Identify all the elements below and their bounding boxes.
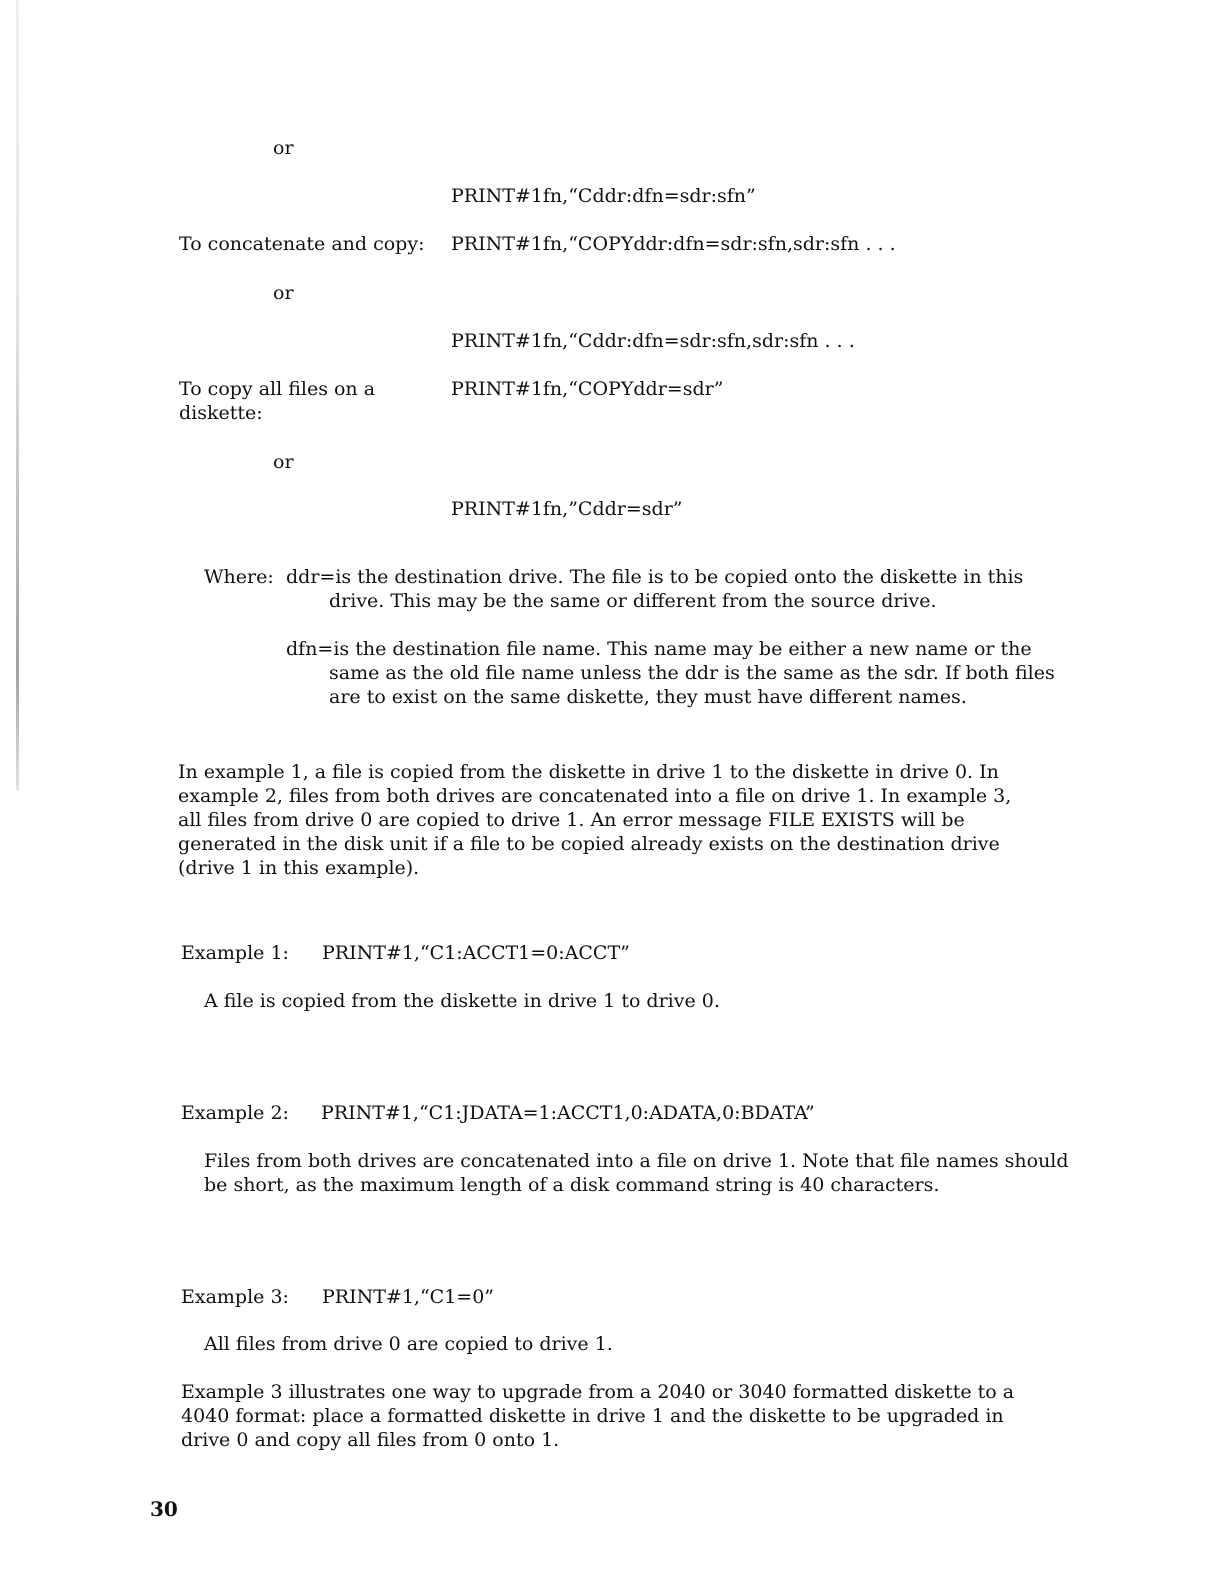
copyall-command: PRINT#1fn,“COPYddr=sdr” <box>451 378 724 400</box>
example-command: PRINT#1,“C1=0” <box>322 1286 495 1308</box>
example-description: All files from drive 0 are copied to drive 1. <box>204 1333 613 1355</box>
example-description: Files from both drives are concatenated into a file on drive 1. Note that file names should <box>204 1150 1069 1172</box>
closing-paragraph: Example 3 illustrates one way to upgrade from a 2040 or 3040 formatted diskette to a 4040 format: place a formatted diskette in drive 1 and the diskette to be upgraded in drive 0 and copy all files from 0 onto 1. <box>181 1381 1015 1451</box>
dfn-definition-cont: same as the old file name unless the ddr is the same as the sdr. If both files <box>329 662 1055 684</box>
page-number: 30 <box>150 1497 178 1521</box>
copyall-alt-command: PRINT#1fn,”Cddr=sdr” <box>451 498 683 520</box>
or-separator: or <box>273 282 294 304</box>
concat-command: PRINT#1fn,“COPYddr:dfn=sdr:sfn,sdr:sfn . . . <box>451 233 896 255</box>
ddr-definition-cont: drive. This may be the same or different from the source drive. <box>329 590 937 612</box>
copyall-label-cont: diskette: <box>179 402 263 424</box>
example-label: Example 3: <box>181 1286 289 1308</box>
ddr-definition: ddr=is the destination drive. The file is to be copied onto the diskette in this <box>286 566 1024 588</box>
dfn-definition-cont: are to exist on the same diskette, they must have different names. <box>329 686 967 708</box>
example-command: PRINT#1,“C1:ACCT1=0:ACCT” <box>322 942 630 964</box>
dfn-definition: dfn=is the destination file name. This name may be either a new name or the <box>286 638 1032 660</box>
example-label: Example 2: <box>181 1102 289 1124</box>
example-description: A file is copied from the diskette in drive 1 to drive 0. <box>204 990 720 1012</box>
copyall-label: To copy all files on a <box>179 378 376 400</box>
concat-alt-command: PRINT#1fn,“Cddr:dfn=sdr:sfn,sdr:sfn . . . <box>451 330 855 352</box>
example-command: PRINT#1,“C1:JDATA=1:ACCT1,0:ADATA,0:BDATA” <box>321 1102 815 1124</box>
scan-edge-artifact <box>16 0 19 790</box>
example-label: Example 1: <box>181 942 289 964</box>
example-description-cont: be short, as the maximum length of a disk command string is 40 characters. <box>204 1174 940 1196</box>
intro-paragraph: In example 1, a file is copied from the diskette in drive 1 to the diskette in drive 0. In example 2, files from both drives are concatenated into a file on drive 1. In example 3, all files from drive 0 are copied to drive 1. An error message FILE EXISTS will be generated in the disk unit if a file to be copied already exists on the destination drive (drive 1 in this example). <box>178 761 1012 879</box>
or-separator: or <box>273 451 294 473</box>
concat-label: To concatenate and copy: <box>179 233 425 255</box>
copy-alt-command: PRINT#1fn,“Cddr:dfn=sdr:sfn” <box>451 185 756 207</box>
where-label: Where: <box>204 566 274 588</box>
or-separator: or <box>273 137 294 159</box>
